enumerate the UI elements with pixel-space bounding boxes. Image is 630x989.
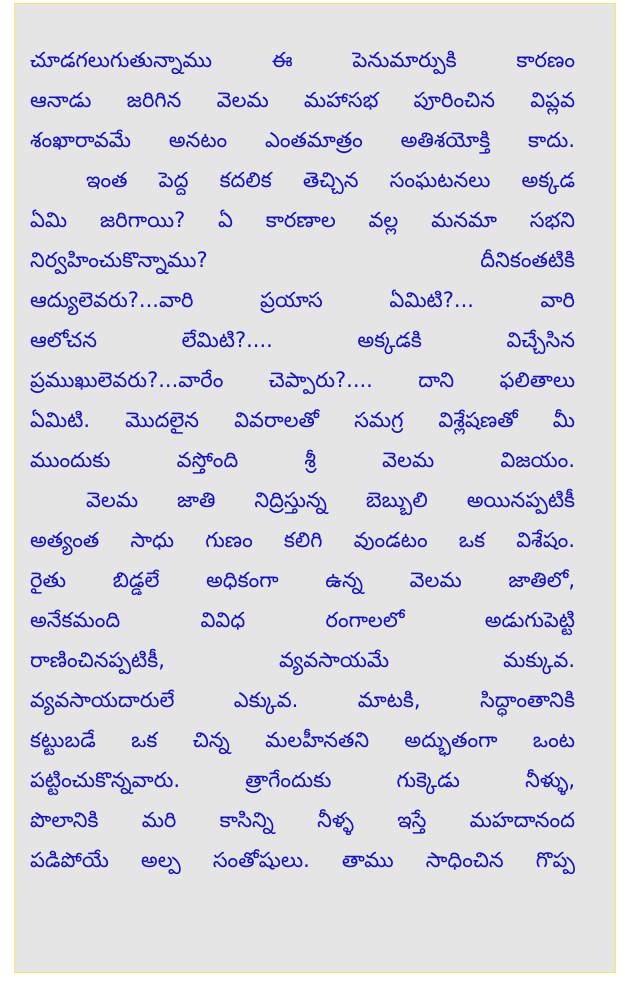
text-line: ఏమి జరిగాయి? ఏ కారణాల వల్ల మనమా సభని <box>30 208 575 232</box>
text-line: శంఖారావమే అనటం ఎంతమాత్రం అతిశయోక్తి కాదు. <box>30 128 575 152</box>
text-line: పట్టించుకొన్నవారు. త్రాగేందుకు గుక్కెడు నీళ్ళు, <box>30 768 575 792</box>
text-line: రైతు బిడ్డలే అధికంగా ఉన్న వెలమ జాతిలో, <box>30 568 575 592</box>
text-line: అత్యంత సాధు గుణం కలిగి వుండటం ఒక విశేషం. <box>30 528 575 552</box>
text-line: చూడగలుగుతున్నాము ఈ పెనుమార్పుకి కారణం <box>30 48 575 72</box>
paragraph-first-line: ఇంత పెద్ద కదలిక తెచ్చిన సంఘటనలు అక్కడ <box>86 168 575 192</box>
text-line: పడిపోయే అల్ప సంతోషులు. తాము సాధించిన గొప్ప <box>30 848 575 872</box>
text-line: రాణించినప్పటికీ, వ్యవసాయమే మక్కువ. <box>30 648 575 672</box>
text-line: ప్రముఖులెవరు?...వారేం చెప్పారు?.... దాని ఫలితాలు <box>30 368 575 392</box>
text-line: అనేకమంది వివిధ రంగాలలో అడుగుపెట్టి <box>30 608 575 632</box>
text-line: పొలానికి మరి కాసిన్ని నీళ్ళ ఇస్తే మహదానంద <box>30 808 575 832</box>
text-line: ముందుకు వస్తోంది శ్రీ వెలమ విజయం. <box>30 448 575 472</box>
text-line: కట్టుబడే ఒక చిన్న మలహీనతని అద్భుతంగా ఒంట <box>30 728 575 752</box>
text-line: నిర్వహించుకొన్నాము? దీనికంతటికి <box>30 248 575 272</box>
text-line: ఏమిటి. మొదలైన వివరాలతో సమగ్ర విశ్లేషణతో మీ <box>30 408 575 432</box>
text-line: ఆనాడు జరిగిన వెలమ మహాసభ పూరించిన విప్లవ <box>30 88 575 112</box>
paragraph-first-line: వెలమ జాతి నిద్రిస్తున్న బెబ్బులి అయినప్పటికీ <box>86 488 575 512</box>
text-line: వ్యవసాయదారులే ఎక్కువ. మాటకి, సిద్ధాంతానికి <box>30 688 575 712</box>
document-text <box>30 40 575 880</box>
text-line: ఆద్యులెవరు?...వారి ప్రయాస ఏమిటి?... వారి <box>30 288 575 312</box>
text-line: ఆలోచన లేమిటి?.... అక్కడకి విచ్చేసిన <box>30 328 575 352</box>
